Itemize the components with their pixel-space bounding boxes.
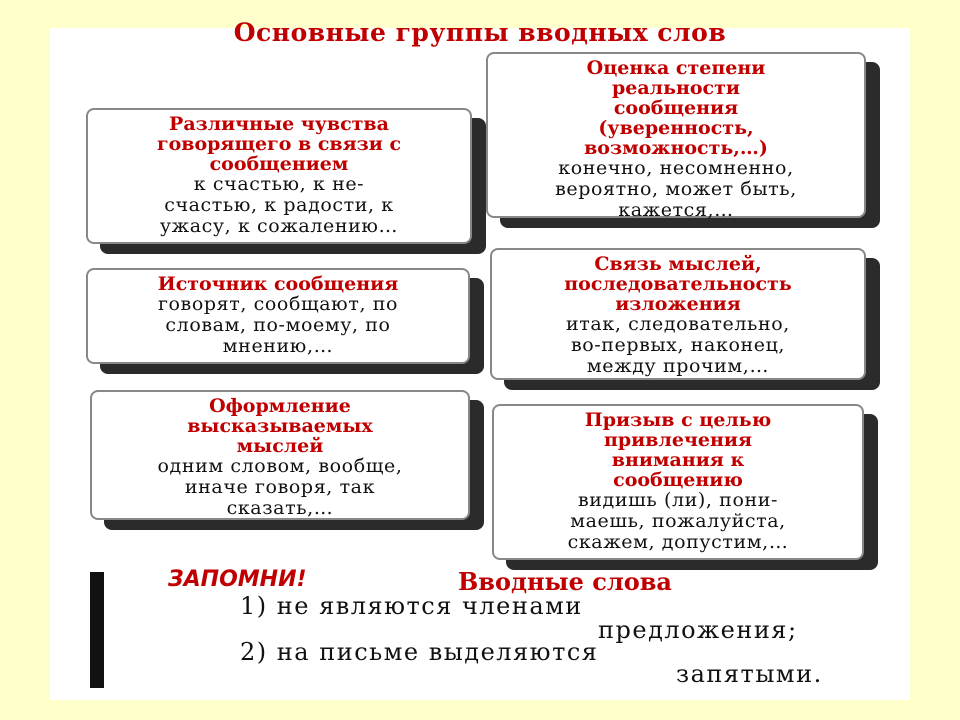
- page-title: Основные группы вводных слов: [233, 18, 727, 47]
- head-line: Оценка степени: [586, 57, 766, 79]
- head-line: сообщения: [613, 97, 739, 119]
- head-line: Различные чувства: [169, 113, 389, 135]
- body-line: кажется,…: [618, 199, 734, 221]
- card-appeal: [492, 404, 864, 560]
- vertical-bar: [90, 572, 104, 688]
- rule-1a: 1) не являются членами: [240, 592, 583, 620]
- card-body: [496, 158, 856, 221]
- head-line: привлечения: [603, 429, 752, 451]
- head-line: сообщению: [613, 469, 743, 491]
- head-line: внимания к: [611, 449, 745, 471]
- card-body: [96, 174, 462, 237]
- card-head: [502, 410, 854, 490]
- head-line: последовательность: [564, 273, 792, 295]
- rule-2a: 2) на письме выделяются: [240, 638, 599, 666]
- card-feelings: [86, 108, 472, 244]
- remember-label: ЗАПОМНИ!: [168, 567, 307, 592]
- head-line: возможность,…): [584, 137, 768, 159]
- body-line: вероятно, может быть,: [555, 178, 797, 200]
- body-line: сказать,…: [226, 497, 334, 519]
- body-line: счастью, к радости, к: [164, 194, 394, 216]
- body-line: к счастью, к не-: [193, 173, 365, 195]
- card-connection: [490, 248, 866, 380]
- remember-intro: Вводные слова: [458, 567, 672, 596]
- card-body: [500, 314, 856, 377]
- card-source: [86, 268, 470, 364]
- body-line: конечно, несомненно,: [558, 157, 794, 179]
- rule-2b: запятыми.: [676, 660, 823, 688]
- body-line: между прочим,…: [586, 355, 770, 377]
- card-formulation: [90, 390, 470, 520]
- head-line: реальности: [612, 77, 740, 99]
- card-head: [500, 254, 856, 314]
- rule-1b: предложения;: [598, 616, 798, 644]
- body-line: маешь, пожалуйста,: [570, 510, 786, 532]
- body-line: словам, по-моему, по: [165, 314, 391, 336]
- body-line: видишь (ли), пони-: [577, 489, 779, 511]
- card-head: [496, 58, 856, 158]
- head-line: Источник сообщения: [157, 273, 399, 295]
- head-line: Призыв с целью: [584, 409, 772, 431]
- head-line: (уверенность,: [598, 117, 754, 139]
- card-reality: [486, 52, 866, 221]
- head-line: говорящего в связи с: [156, 133, 402, 155]
- head-line: Связь мыслей,: [594, 253, 762, 275]
- head-line: мыслей: [236, 435, 324, 457]
- head-line: Оформление: [209, 395, 351, 417]
- card-body: [96, 294, 460, 357]
- body-line: иначе говоря, так: [184, 476, 376, 498]
- card-body: [502, 490, 854, 553]
- card-head: [96, 274, 460, 294]
- card-head: [100, 396, 460, 456]
- body-line: ужасу, к сожалению…: [159, 215, 399, 237]
- head-line: изложения: [615, 293, 741, 315]
- card-head: [96, 114, 462, 174]
- head-line: сообщением: [209, 153, 349, 175]
- body-line: итак, следовательно,: [566, 313, 790, 335]
- body-line: во-первых, наконец,: [570, 334, 786, 356]
- head-line: высказываемых: [187, 415, 373, 437]
- body-line: мнению,…: [222, 335, 334, 357]
- body-line: одним словом, вообще,: [157, 455, 403, 477]
- body-line: скажем, допустим,…: [567, 531, 789, 553]
- card-body: [100, 456, 460, 519]
- body-line: говорят, сообщают, по: [157, 293, 399, 315]
